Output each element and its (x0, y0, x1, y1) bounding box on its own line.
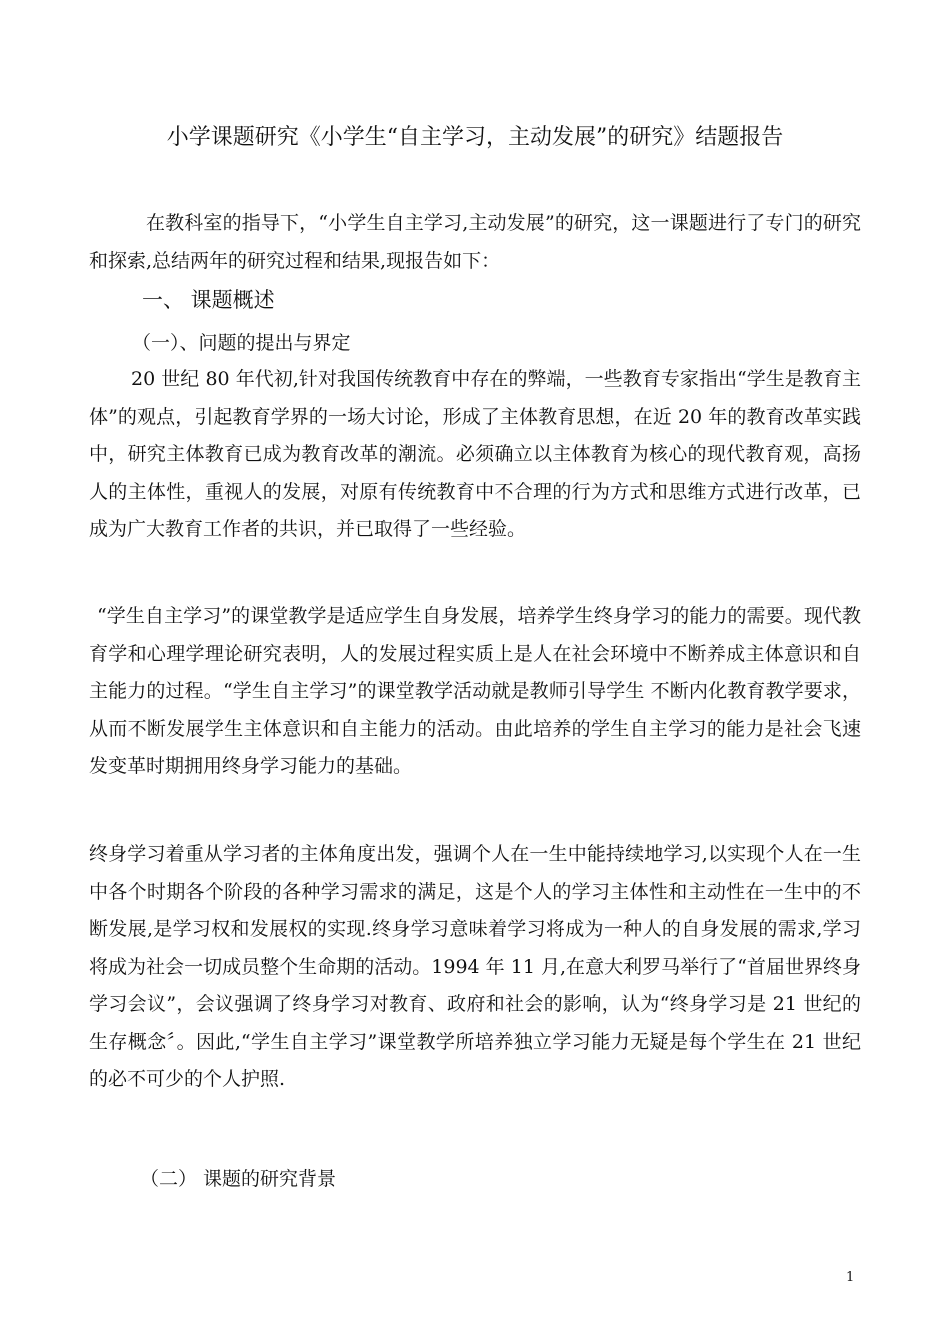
paragraph-self-learning: “学生自主学习”的课堂教学是适应学生自身发展，培养学生终身学习的能力的需要。现代教育学和心理学理论研究表明，人的发展过程实质上是人在社会环境中不断养成主体意识和自主能力的过程。“学生自主学习”的课堂教学活动就是教师引导学生 不断内化教育教学要求，从而不断发展学生主体意识和自主能力的活动。由此培养的学生自主学习的能力是社会飞速发变革时期拥用终身学习能力的基础。 (89, 605, 861, 777)
intro-paragraph: 在教科室的指导下，“小学生自主学习,主动发展”的研究，这一课题进行了专门的研究和探索,总结两年的研究过程和结果,现报告如下： (89, 212, 861, 272)
document-title: 小学课题研究《小学生“自主学习，主动发展”的研究》结题报告 (166, 125, 784, 150)
section-heading-overview: 一、 课题概述 (142, 288, 275, 312)
paragraph-background-history: 20 世纪 80 年代初,针对我国传统教育中存在的弊端，一些教育专家指出“学生是教育主体”的观点，引起教育学界的一场大讨论，形成了主体教育思想，在近 20 年的教育改革实践中，研究主体教育已成为教育改革的潮流。必须确立以主体教育为核心的现代教育观，高扬人的主体性，重视人的发展，对原有传统教育中不合理的行为方式和思维方式进行改革，已成为广大教育工作者的共识，并已取得了一些经验。 (89, 368, 861, 540)
subsection-heading-problem: （一）、问题的提出与界定 (132, 332, 351, 354)
subsection-heading-research-background: （二） 课题的研究背景 (140, 1168, 337, 1190)
page-number: 1 (846, 1270, 855, 1285)
paragraph-lifelong-learning: 终身学习着重从学习者的主体角度出发，强调个人在一生中能持续地学习,以实现个人在一生中各个时期各个阶段的各种学习需求的满足，这是个人的学习主体性和主动性在一生中的不断发展,是学习权和发展权的实现.终身学习意味着学习将成为一种人的自身发展的需求,学习将成为社会一切成员整个生命期的活动。1994 年 11 月,在意大利罗马举行了“首届世界终身学习会议”，会议强调了终身学习对教育、政府和社会的影响，认为“终身学习是 21 世纪的生存概念〞。因此,“学生自主学习”课堂教学所培养独立学习能力无疑是每个学生在 21 世纪的必不可少的个人护照. (89, 843, 861, 1090)
